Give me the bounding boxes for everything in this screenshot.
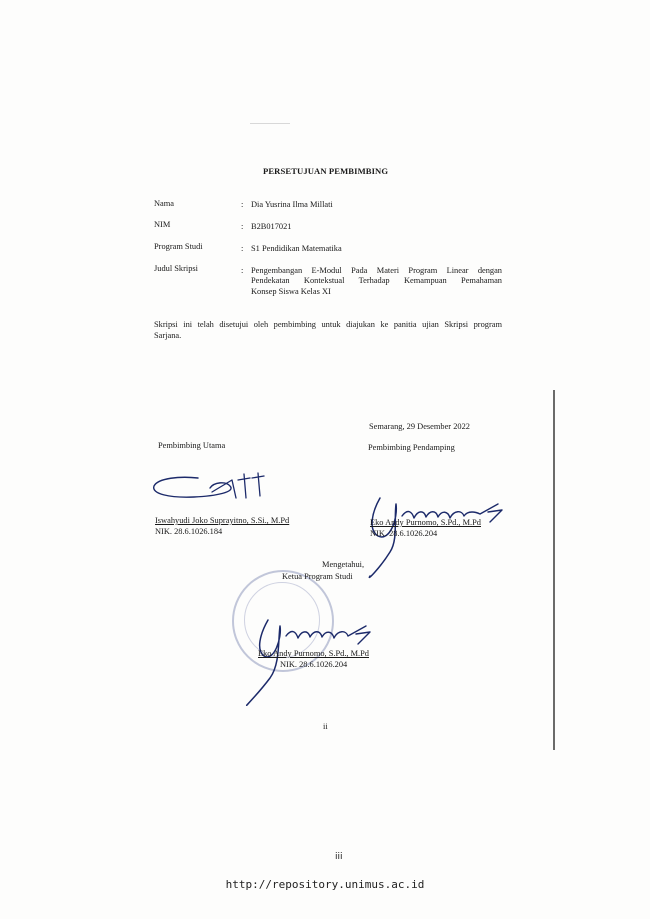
field-value-nim: B2B017021 (251, 222, 292, 231)
field-label-program-studi: Program Studi (154, 242, 203, 251)
field-value-judul-line: Pendekatan Kontekstual Terhadap Kemampuan Pemahaman (251, 276, 502, 285)
repository-url: http://repository.unimus.ac.id (225, 878, 425, 891)
scan-artifact (250, 123, 290, 124)
field-colon: : (241, 222, 244, 231)
field-value-judul-line: Pengembangan E-Modul Pada Materi Program Linear dengan (251, 266, 502, 275)
document-title: PERSETUJUAN PEMBIMBING (263, 166, 389, 176)
approval-name: Eko Andy Purnomo, S.Pd., M.Pd (258, 649, 369, 658)
advisor-main-nik: NIK. 28.6.1026.184 (155, 527, 223, 536)
advisor-second-role: Pembimbing Pendamping (368, 443, 455, 452)
place-date: Semarang, 29 Desember 2022 (369, 422, 470, 431)
scan-edge-line (553, 390, 555, 750)
approval-statement-line: Skripsi ini telah disetujui oleh pembimbing untuk diajukan ke panitia ujian Skripsi program (154, 320, 502, 329)
field-value-judul-line: Konsep Siswa Kelas XI (251, 287, 331, 296)
field-colon: : (241, 266, 244, 275)
page-number: iii (335, 852, 343, 862)
advisor-main-role: Pembimbing Utama (158, 441, 226, 450)
approval-role: Ketua Program Studi (282, 572, 353, 581)
advisor-main-name: Iswahyudi Joko Suprayitno, S.Si., M.Pd (155, 516, 290, 525)
approval-statement-line: Sarjana. (154, 331, 182, 340)
inner-page-number: ii (323, 722, 328, 731)
field-value-program-studi: S1 Pendidikan Matematika (251, 244, 342, 253)
advisor-main-signature (150, 470, 270, 510)
field-value-nama: Dia Yusrina Ilma Millati (251, 200, 333, 209)
approval-nik: NIK. 28.6.1026.204 (280, 660, 348, 669)
field-label-nama: Nama (154, 199, 174, 208)
field-label-judul-skripsi: Judul Skripsi (154, 264, 198, 273)
advisor-second-name: Eko Andy Purnomo, S.Pd., M.Pd (370, 518, 481, 527)
field-label-nim: NIM (154, 220, 171, 229)
advisor-second-nik: NIK. 28.6.1026.204 (370, 529, 438, 538)
approval-mengetahui: Mengetahui, (322, 560, 365, 569)
field-colon: : (241, 244, 244, 253)
field-colon: : (241, 200, 244, 209)
